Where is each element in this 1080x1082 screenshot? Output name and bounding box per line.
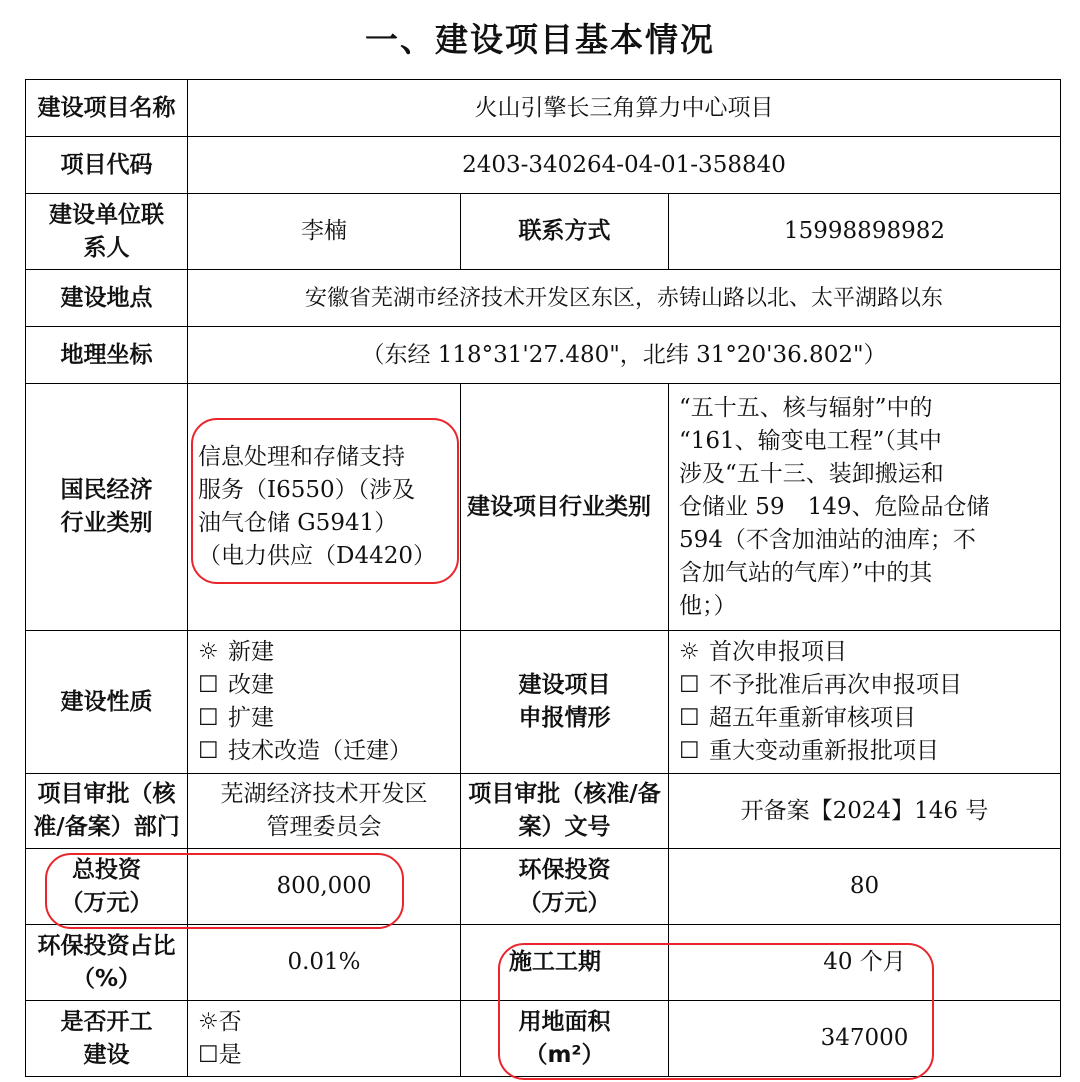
- national-industry-line: （电力供应（D4420）: [198, 543, 436, 569]
- checkbox-icon: ☐: [198, 672, 219, 698]
- checkbox-icon: ☐: [198, 705, 219, 731]
- checkbox-icon: ☐: [198, 738, 219, 764]
- construction-nature-options: [188, 631, 461, 774]
- declaration-option-five-year[interactable]: ☐ 超五年重新审核项目: [679, 702, 1050, 735]
- nature-option-new[interactable]: ☼ 新建: [198, 636, 450, 669]
- national-industry-line: 信息处理和存储支持: [198, 444, 405, 470]
- row-investment: [26, 849, 1061, 925]
- checkbox-icon: ☐: [679, 672, 700, 698]
- checkbox-icon: ☐: [679, 705, 700, 731]
- row-approval: [26, 774, 1061, 849]
- approval-doc-value: 开备案【2024】146 号: [669, 774, 1061, 849]
- project-name-value: 火山引擎长三角算力中心项目: [188, 80, 1061, 137]
- page-title: 一、建设项目基本情况: [365, 20, 715, 59]
- contact-phone: 15998898982: [669, 194, 1061, 270]
- row-industry: [26, 384, 1061, 631]
- started-options: [188, 1001, 461, 1077]
- started-option-yes[interactable]: ☐是: [198, 1041, 242, 1068]
- checkbox-icon: ☐: [198, 1041, 219, 1068]
- contact-method-label: 联系方式: [461, 194, 669, 270]
- started-label: 是否开工 建设: [26, 1001, 188, 1077]
- national-industry-line: 服务（I6550）（涉及: [198, 477, 416, 503]
- row-construction-nature: [26, 631, 1061, 774]
- project-industry-line: 含加气站的气库）”中的其: [679, 559, 933, 586]
- construction-period-value: 40 个月: [669, 925, 1061, 1001]
- declaration-option-major-change[interactable]: ☐ 重大变动重新报批项目: [679, 735, 1050, 768]
- approval-dept-label: 项目审批（核准/备案）部门: [26, 774, 188, 849]
- land-area-label: 用地面积 （m²）: [461, 1001, 669, 1077]
- selected-mark-icon: ☼: [198, 639, 219, 665]
- selected-mark-icon: ☼: [679, 639, 700, 665]
- declaration-label: 建设项目申报情形: [461, 631, 669, 774]
- contact-person: 李楠: [188, 194, 461, 270]
- project-industry-line: 594（不含加油站的油库；不: [679, 526, 976, 553]
- env-ratio-label: 环保投资占比 （%）: [26, 925, 188, 1001]
- location-value: 安徽省芜湖市经济技术开发区东区，赤铸山路以北、太平湖路以东: [188, 270, 1061, 327]
- national-industry-line: 油气仓储 G5941）: [198, 510, 398, 536]
- declaration-options: [669, 631, 1061, 774]
- row-contact: [26, 194, 1061, 270]
- approval-dept-value: 芜湖经济技术开发区管理委员会: [188, 774, 461, 849]
- approval-doc-label: 项目审批（核准/备案）文号: [461, 774, 669, 849]
- project-industry-line: 他；）: [679, 592, 737, 619]
- declaration-option-first[interactable]: ☼ 首次申报项目: [679, 636, 1050, 669]
- total-investment-value: 800,000: [188, 849, 461, 925]
- project-industry-label: 建设项目行业类别: [461, 384, 669, 631]
- national-industry-value: [188, 384, 461, 631]
- row-coordinates: [26, 327, 1061, 384]
- row-location: [26, 270, 1061, 327]
- env-ratio-value: 0.01%: [188, 925, 461, 1001]
- project-industry-line: “五十五、核与辐射”中的: [679, 394, 933, 421]
- project-industry-line: 涉及“五十三、装卸搬运和: [679, 460, 944, 487]
- coordinates-value: （东经 118°31'27.480"，北纬 31°20'36.802"）: [188, 327, 1061, 384]
- row-started: [26, 1001, 1061, 1077]
- row-ratio: [26, 925, 1061, 1001]
- checkbox-icon: ☐: [679, 738, 700, 764]
- selected-mark-icon: ☼: [198, 1008, 219, 1035]
- env-investment-label: 环保投资 （万元）: [461, 849, 669, 925]
- project-industry-line: “161、输变电工程”（其中: [679, 427, 942, 454]
- row-project-code: [26, 137, 1061, 194]
- project-industry-value: [669, 384, 1061, 631]
- row-project-name: [26, 80, 1061, 137]
- construction-period-label: 施工工期: [461, 925, 669, 1001]
- nature-option-tech-upgrade[interactable]: ☐ 技术改造（迁建）: [198, 735, 450, 768]
- nature-option-rebuild[interactable]: ☐ 改建: [198, 669, 450, 702]
- national-industry-label: 国民经济行业类别: [26, 384, 188, 631]
- declaration-option-resubmit[interactable]: ☐ 不予批准后再次申报项目: [679, 669, 1050, 702]
- env-investment-value: 80: [669, 849, 1061, 925]
- project-info-table: [25, 79, 1061, 1077]
- nature-option-expand[interactable]: ☐ 扩建: [198, 702, 450, 735]
- location-label: 建设地点: [26, 270, 188, 327]
- project-name-label: 建设项目名称: [26, 80, 188, 137]
- project-code-value: 2403-340264-04-01-358840: [188, 137, 1061, 194]
- contact-label: 建设单位联系人: [26, 194, 188, 270]
- construction-nature-label: 建设性质: [26, 631, 188, 774]
- coordinates-label: 地理坐标: [26, 327, 188, 384]
- project-industry-line: 仓储业 59 149、危险品仓储: [679, 493, 990, 520]
- total-investment-label: 总投资 （万元）: [26, 849, 188, 925]
- land-area-value: 347000: [669, 1001, 1061, 1077]
- project-code-label: 项目代码: [26, 137, 188, 194]
- started-option-no[interactable]: ☼否: [198, 1008, 242, 1035]
